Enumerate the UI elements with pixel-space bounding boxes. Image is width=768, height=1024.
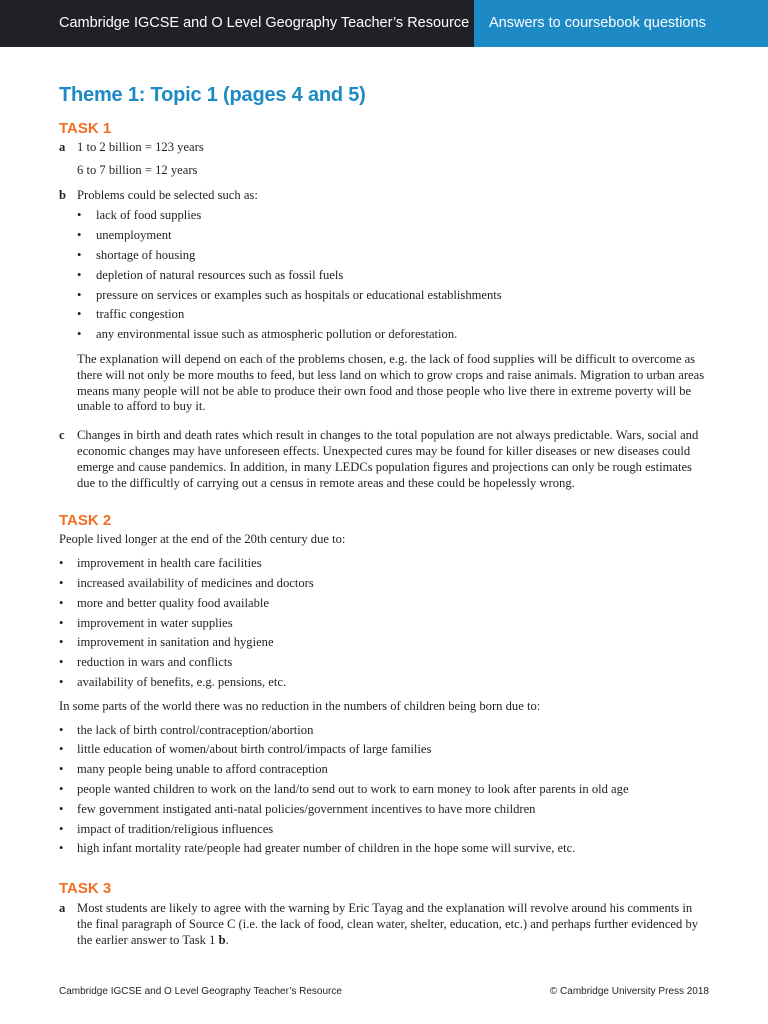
task3-part-a-end: . — [225, 932, 229, 947]
task2-intro-births: In some parts of the world there was no reduction in the numbers of children being born due to: — [59, 698, 541, 713]
list-item: • lack of food supplies — [59, 206, 709, 226]
list-item: • increased availability of medicines and doctors — [59, 574, 709, 594]
task1-heading: TASK 1 — [59, 120, 112, 137]
list-item: • improvement in sanitation and hygiene — [59, 633, 709, 653]
task3-part-a-label: a — [59, 901, 66, 916]
task1-problems-list — [59, 206, 709, 345]
task1-part-b-explanation: The explanation will depend on each of the problems chosen, e.g. the lack of food supplies will be difficult to overcome as there will not only be more mouths to feed, but less land on which to grow crops and raise animals. Migration to urban areas means many people will not be able to produce their own food and those people who live there in extreme poverty will be unable to afford to buy it. — [77, 351, 705, 414]
task1-part-a — [59, 140, 709, 156]
header-book-title: Cambridge IGCSE and O Level Geography Teacher’s Resource — [0, 0, 474, 47]
list-item: • many people being unable to afford contraception — [59, 760, 709, 780]
list-item: • availability of benefits, e.g. pensions, etc. — [59, 673, 709, 693]
task2-heading: TASK 2 — [59, 512, 112, 530]
task1-part-a-label: a — [59, 140, 66, 154]
task2-births-list — [59, 721, 709, 860]
theme-title: Theme 1: Topic 1 (pages 4 and 5) — [59, 84, 366, 106]
list-item: • reduction in wars and conflicts — [59, 653, 709, 673]
task2-intro-longer: People lived longer at the end of the 20th century due to: — [59, 532, 346, 547]
list-item: • people wanted children to work on the land/to send out to work to earn money to look after parents in old age — [59, 780, 709, 800]
page-footer — [59, 985, 709, 999]
task1-part-b — [59, 188, 709, 204]
list-item: • more and better quality food available — [59, 594, 709, 614]
task1-part-a-line2: 6 to 7 billion = 12 years — [77, 162, 198, 177]
task1-part-b-intro: Problems could be selected such as: — [77, 187, 258, 202]
task3-part-a-text — [77, 901, 709, 948]
list-item: • pressure on services or examples such as hospitals or educational establishments — [59, 286, 709, 306]
task-reference-bold: b — [218, 932, 226, 947]
list-item: • few government instigated anti-natal policies/government incentives to have more children — [59, 800, 709, 820]
task1-part-a-line1: 1 to 2 billion = 123 years — [77, 140, 204, 154]
list-item: • depletion of natural resources such as fossil fuels — [59, 266, 709, 286]
list-item: • improvement in health care facilities — [59, 554, 709, 574]
page-header — [0, 0, 768, 47]
task2-longer-list — [59, 554, 709, 693]
list-item: • impact of tradition/religious influences — [59, 820, 709, 840]
list-item: • any environmental issue such as atmospheric pollution or deforestation. — [59, 325, 709, 345]
footer-book-title: Cambridge IGCSE and O Level Geography Teacher’s Resource — [59, 986, 342, 997]
footer-copyright: © Cambridge University Press 2018 — [549, 986, 709, 997]
header-section-title: Answers to coursebook questions — [474, 0, 768, 47]
task1-part-b-label: b — [59, 187, 67, 202]
task3-heading: TASK 3 — [59, 880, 112, 898]
list-item: • improvement in water supplies — [59, 614, 709, 634]
task1-part-c-label: c — [59, 428, 65, 443]
list-item: • the lack of birth control/contraception/abortion — [59, 721, 709, 741]
task3-part-a-body: Most students are likely to agree with the warning by Eric Tayag and the explanation will revolve around his comments in the final paragraph of Source C (i.e. the lack of food, clean water, shelter, education, etc.) and perhaps further evidenced by the earlier answer to Task 1 — [77, 901, 699, 947]
list-item: • traffic congestion — [59, 305, 709, 325]
task1-part-c — [59, 428, 709, 491]
page-content — [59, 82, 709, 948]
list-item: • unemployment — [59, 226, 709, 246]
task3-part-a — [59, 901, 709, 948]
list-item: • shortage of housing — [59, 246, 709, 266]
list-item: • high infant mortality rate/people had greater number of children in the hope some will survive, etc. — [59, 839, 709, 859]
task1-part-c-text: Changes in birth and death rates which result in changes to the total population are not always predictable. Wars, social and economic changes may have unforeseen effects. Unexpected cures may be found for killer diseases or new diseases could emerge and cause pandemics. In addition, in many LEDCs population figures and projections can only be rough estimates due to the difficultly of carrying out a census in remote areas and these could be hopelessly wrong. — [77, 428, 699, 490]
list-item: • little education of women/about birth control/impacts of large families — [59, 740, 709, 760]
